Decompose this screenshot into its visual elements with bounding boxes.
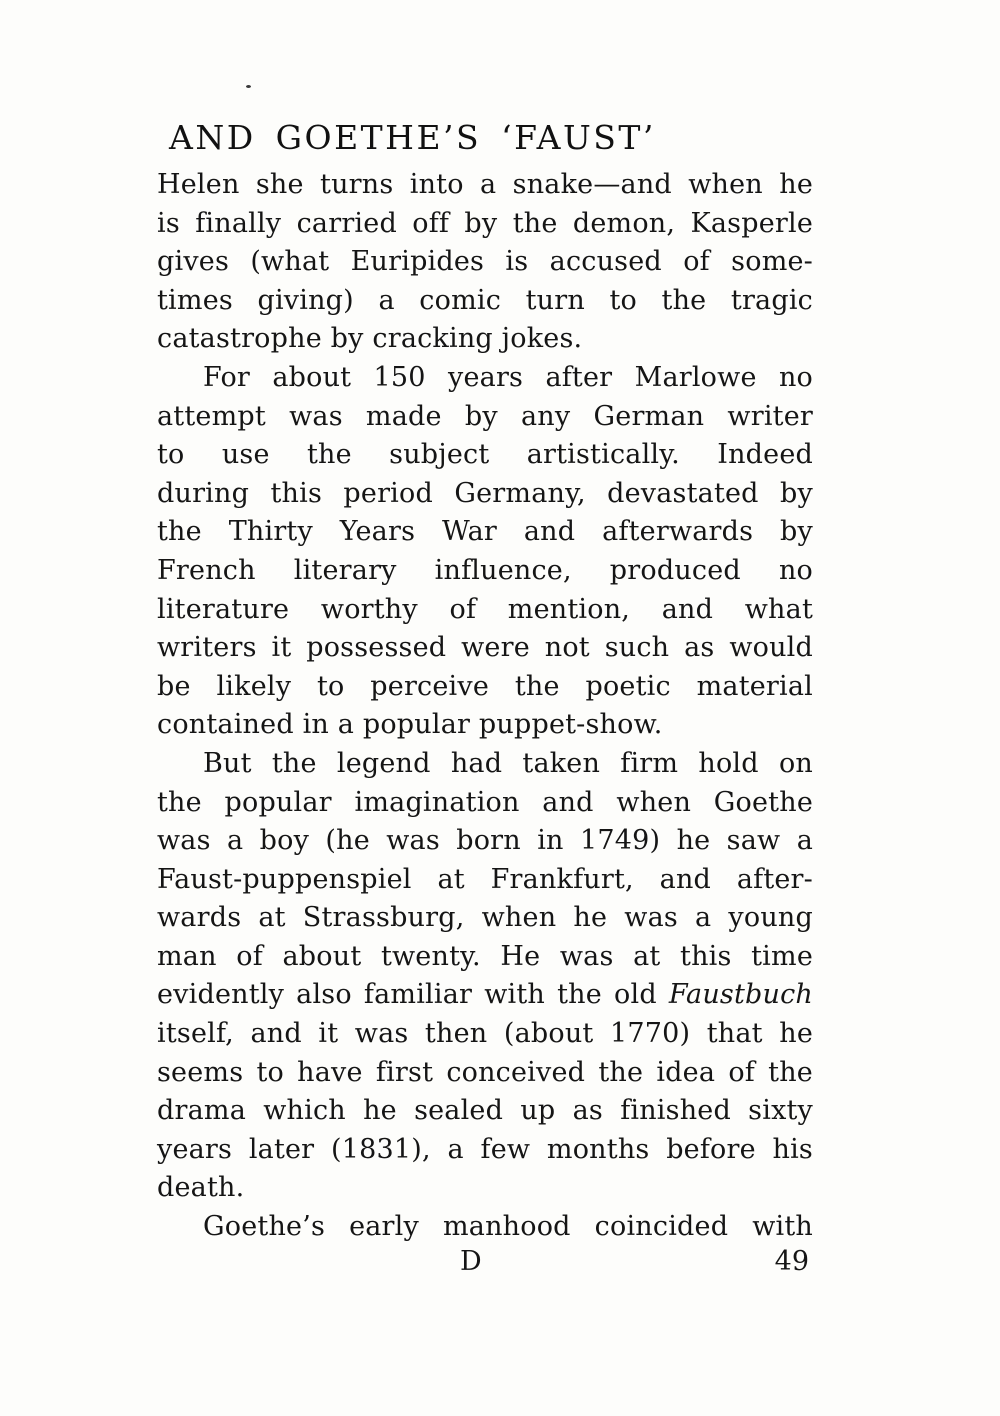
text-line: literature worthy of mention, and what (157, 593, 813, 625)
page-footer (157, 1243, 813, 1283)
text-column (157, 110, 813, 1247)
text-line: gives (what Euripides is accused of some- (157, 246, 813, 278)
text-line: seems to have first conceived the idea of the (157, 1056, 813, 1088)
text-line: years later (1831), a few months before his (157, 1133, 813, 1165)
paragraph (157, 166, 813, 359)
text-line: For about 150 years after Marlowe no (203, 361, 813, 393)
text-line: is finally carried off by the demon, Kasperle (157, 207, 813, 239)
text-line: attempt was made by any German writer (157, 400, 813, 432)
text-line: to use the subject artistically. Indeed (157, 439, 813, 471)
text-line: Faust-puppenspiel at Frankfurt, and after- (157, 863, 813, 895)
text-line: death. (157, 1172, 245, 1204)
text-line: Helen she turns into a snake—and when he (157, 169, 813, 200)
text-line: the Thirty Years War and afterwards by (157, 516, 813, 548)
text-line: the popular imagination and when Goethe (157, 786, 813, 818)
text-line: man of about twenty. He was at this time (157, 940, 813, 972)
italic-book-title: Faustbuch (668, 979, 813, 1011)
paragraph (157, 359, 813, 745)
text-line: times giving) a comic turn to the tragic (157, 284, 813, 316)
text-line: French literary influence, produced no (157, 554, 813, 586)
text-line: drama which he sealed up as finished sixty (157, 1095, 813, 1127)
ink-speck (246, 85, 251, 88)
text-line: Goethe’s early manhood coincided with (203, 1211, 813, 1243)
text-line: be likely to perceive the poetic material (157, 670, 813, 702)
text-line: contained in a popular puppet-show. (157, 709, 663, 741)
text-line: But the legend had taken firm hold on (203, 747, 813, 779)
paragraph (157, 745, 813, 1208)
text-line: was a boy (he was born in 1749) he saw a (157, 825, 813, 857)
text-line: during this period Germany, devastated by (157, 477, 813, 509)
text-line: writers it possessed were not such as would (157, 632, 813, 664)
text-line: itself, and it was then (about 1770) that he (157, 1018, 813, 1050)
signature-mark: D (460, 1246, 482, 1277)
body-text (157, 166, 813, 1247)
page-number: 49 (774, 1246, 809, 1277)
text-line: wards at Strassburg, when he was a young (157, 902, 813, 934)
text-line (157, 976, 813, 1015)
page-title: AND GOETHE’S ‘FAUST’ (169, 118, 656, 157)
text-line: catastrophe by cracking jokes. (157, 323, 583, 355)
text-segment: evidently also familiar with the old (157, 979, 669, 1011)
paragraph (157, 1208, 813, 1247)
